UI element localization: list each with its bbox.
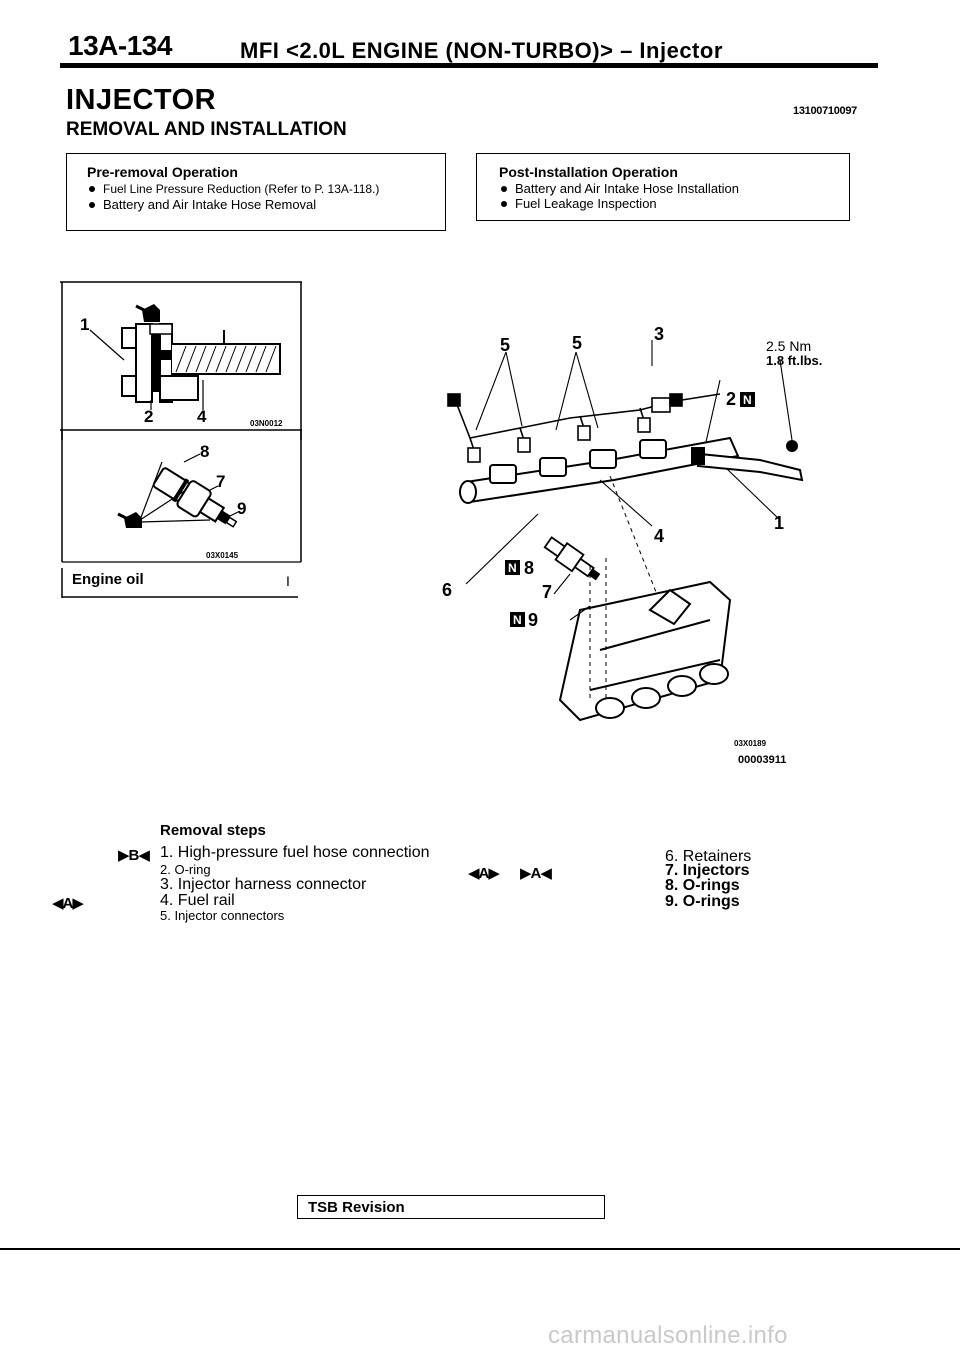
callout-9: 9 xyxy=(528,610,539,630)
figure-code: 03X0189 xyxy=(734,739,767,748)
bullet-icon xyxy=(89,202,95,208)
bullet-icon xyxy=(501,201,507,207)
intake-manifold xyxy=(560,582,730,720)
step-9: 9. O-rings xyxy=(665,893,740,910)
callout-6: 6 xyxy=(442,580,453,600)
torque-value: 2.5 Nm xyxy=(766,338,812,354)
injector-connectors xyxy=(468,418,650,462)
callout-9: 9 xyxy=(237,499,247,518)
callout-4: 4 xyxy=(197,407,207,426)
oil-can-icon xyxy=(118,512,142,528)
callout-8: 8 xyxy=(200,442,210,461)
figure-code: 03N0012 xyxy=(250,419,283,428)
detail-figure-hose-connection xyxy=(60,280,304,440)
callout-1: 1 xyxy=(774,513,785,533)
step-7: 7. Injectors xyxy=(665,862,750,879)
new-part-badge-8 xyxy=(505,560,520,575)
page-number: 13A-134 xyxy=(68,30,172,61)
install-marker-b: ▶B◀ xyxy=(118,847,149,864)
pre-removal-item: Battery and Air Intake Hose Removal xyxy=(87,197,445,212)
post-installation-heading: Post-Installation Operation xyxy=(499,164,678,180)
torque-imperial: 1.8 ft.lbs. xyxy=(766,353,823,368)
section-title: INJECTOR xyxy=(66,84,217,116)
callout-7: 7 xyxy=(542,582,553,602)
pre-removal-box xyxy=(66,153,446,231)
figure-ref-number: 00003911 xyxy=(738,754,787,766)
callout-2: 2 xyxy=(726,389,737,409)
step-4: 4. Fuel rail xyxy=(160,892,235,909)
footer-rule xyxy=(0,1248,960,1250)
callout-2: 2 xyxy=(144,407,154,426)
callout-5b: 5 xyxy=(572,333,583,353)
svg-text:N: N xyxy=(743,393,752,407)
step-8: 8. O-rings xyxy=(665,877,740,894)
svg-text:N: N xyxy=(513,613,522,627)
header-rule xyxy=(60,63,878,68)
pre-removal-heading: Pre-removal Operation xyxy=(87,164,238,180)
callout-4: 4 xyxy=(654,526,665,546)
section-code: 13100710097 xyxy=(793,105,857,117)
tsb-revision-box: TSB Revision xyxy=(297,1195,605,1219)
new-part-badge-9 xyxy=(510,612,525,627)
bullet-icon xyxy=(89,186,95,192)
step-6: 6. Retainers xyxy=(665,848,752,865)
post-installation-box xyxy=(476,153,850,221)
removal-marker-a: ◀A▶ xyxy=(52,895,83,912)
bullet-icon xyxy=(501,186,507,192)
install-marker-a: ▶A◀ xyxy=(520,865,551,882)
removal-steps-heading: Removal steps xyxy=(160,822,266,839)
section-subtitle: REMOVAL AND INSTALLATION xyxy=(66,119,347,140)
post-installation-item: Battery and Air Intake Hose Installation xyxy=(499,181,849,196)
step-2: 2. O-ring xyxy=(160,862,211,877)
detail-figure-injector xyxy=(60,430,304,602)
callout-8: 8 xyxy=(524,558,535,578)
step-1: 1. High-pressure fuel hose connection xyxy=(160,844,430,861)
main-exploded-figure xyxy=(430,320,830,770)
step-3: 3. Injector harness connector xyxy=(160,876,367,893)
header-title: MFI <2.0L ENGINE (NON-TURBO)> – Injector xyxy=(240,38,723,63)
oil-can-icon xyxy=(136,304,160,322)
callout-5a: 5 xyxy=(500,335,511,355)
callout-1: 1 xyxy=(80,315,90,334)
pre-removal-item: Fuel Line Pressure Reduction (Refer to P. 13A-118.) xyxy=(87,181,445,197)
lubricant-label: Engine oil xyxy=(72,571,144,588)
callout-3: 3 xyxy=(654,324,665,344)
svg-text:N: N xyxy=(508,561,517,575)
lubricant-mark: I xyxy=(286,573,290,589)
injector xyxy=(542,534,603,585)
post-installation-item: Fuel Leakage Inspection xyxy=(499,196,849,211)
removal-marker-a-2: ◀A▶ xyxy=(468,865,499,882)
figure-code: 03X0145 xyxy=(206,551,239,560)
watermark: carmanualsonline.info xyxy=(548,1322,788,1349)
injector-drawing xyxy=(151,464,243,537)
new-part-badge-2 xyxy=(740,392,755,407)
callout-7: 7 xyxy=(216,472,226,491)
step-5: 5. Injector connectors xyxy=(160,908,285,923)
injector-harness xyxy=(448,394,720,450)
